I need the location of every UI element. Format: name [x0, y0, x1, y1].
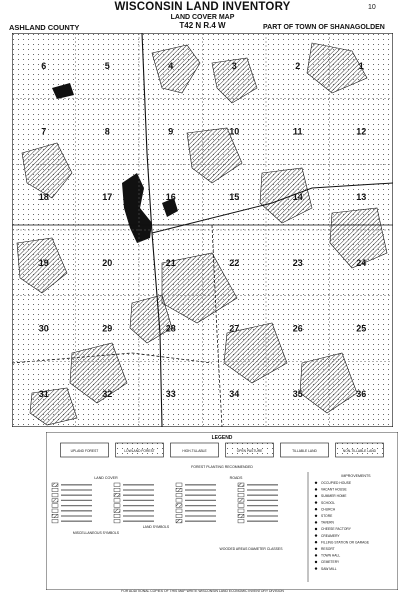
improvement-label: TAVERN — [321, 520, 334, 525]
section-number-21: 21 — [165, 257, 176, 268]
legend-top-boxes — [61, 443, 384, 457]
improvement-label: OCCUPIED HOUSE — [321, 481, 352, 485]
section-number-14: 14 — [292, 192, 303, 203]
improvement-symbol — [315, 508, 317, 510]
section-number-34: 34 — [229, 389, 240, 400]
section-number-7: 7 — [41, 126, 47, 137]
improvement-symbol — [315, 534, 317, 536]
section-number-5: 5 — [104, 60, 110, 71]
legend-box-label: OPEN PASTURE — [236, 449, 263, 453]
land-cover-swatch — [114, 493, 120, 497]
section-number-3: 3 — [231, 60, 237, 71]
county-name: ASHLAND COUNTY — [9, 23, 80, 32]
improvement-label: CHEESE FACTORY — [321, 527, 351, 532]
improvement-label: TOWN HALL — [321, 553, 341, 558]
land-cover-swatch — [238, 483, 244, 487]
legend-box-label: NON-TILLABLE LAND — [342, 449, 377, 453]
land-cover-swatch — [238, 493, 244, 497]
land-cover-header: LAND COVER — [94, 476, 118, 480]
section-number-18: 18 — [38, 192, 49, 203]
land-cover-swatch — [176, 488, 182, 492]
land-cover-swatch — [114, 488, 120, 492]
improvement-label: CHURCH — [321, 507, 336, 512]
section-number-4: 4 — [168, 60, 174, 71]
improvement-symbol — [315, 501, 317, 503]
improvement-label: FILLING STATION OR GARAGE — [321, 540, 370, 545]
land-cover-swatch — [52, 488, 58, 492]
improvement-label: SCHOOL — [321, 500, 335, 505]
land-cover-swatch — [52, 519, 58, 523]
land-cover-swatch — [114, 509, 120, 513]
land-cover-swatch — [238, 504, 244, 508]
section-number-28: 28 — [165, 323, 176, 334]
improvement-symbol — [315, 488, 317, 490]
improvement-symbol — [315, 561, 317, 563]
land-cover-swatch — [52, 504, 58, 508]
land-cover-swatch — [52, 483, 58, 487]
improvement-symbol — [315, 482, 317, 484]
section-number-20: 20 — [102, 257, 113, 268]
land-cover-swatch — [52, 514, 58, 518]
land-cover-swatch — [52, 509, 58, 513]
section-number-2: 2 — [295, 60, 301, 71]
improvement-symbol — [315, 548, 317, 550]
section-number-6: 6 — [41, 60, 47, 71]
land-cover-swatch — [238, 514, 244, 518]
improvement-symbol — [315, 541, 317, 543]
land-cover-swatch — [176, 493, 182, 497]
section-number-33: 33 — [165, 389, 176, 400]
land-cover-swatch — [114, 483, 120, 487]
improvement-label: RESORT — [321, 547, 335, 551]
section-number-29: 29 — [102, 323, 113, 334]
land-cover-symbols — [52, 483, 278, 523]
section-number-1: 1 — [358, 60, 364, 71]
map-legend — [46, 432, 398, 590]
town-name: PART OF TOWN OF SHANAGOLDEN — [263, 24, 385, 31]
improvement-label: VACANT HOUSE — [321, 487, 347, 492]
section-number-26: 26 — [292, 323, 303, 334]
section-number-35: 35 — [292, 389, 303, 400]
improvement-label: CEMETERY — [321, 560, 340, 565]
section-number-19: 19 — [38, 257, 49, 268]
legend-box-label: TILLABLE LAND — [292, 449, 317, 453]
page-number: 10 — [368, 4, 376, 11]
section-number-15: 15 — [229, 192, 240, 203]
map-subtitle: LAND COVER MAP — [170, 14, 235, 21]
land-cover-swatch — [238, 519, 244, 523]
improvement-symbol — [315, 567, 317, 569]
forest-planting-note: FOREST PLANTING RECOMMENDED — [191, 465, 253, 469]
land-cover-swatch — [176, 499, 182, 503]
legend-box-label: UPLAND FOREST — [70, 449, 99, 453]
section-number-11: 11 — [292, 126, 303, 137]
section-number-13: 13 — [356, 192, 367, 203]
legend-title: LEGEND — [211, 435, 233, 441]
land-cover-swatch — [114, 519, 120, 523]
section-number-16: 16 — [165, 192, 176, 203]
map-title: WISCONSIN LAND INVENTORY — [114, 1, 291, 13]
section-number-30: 30 — [38, 323, 49, 334]
land-cover-swatch — [176, 483, 182, 487]
land-cover-swatch — [176, 509, 182, 513]
land-cover-swatch — [238, 509, 244, 513]
section-number-27: 27 — [229, 323, 240, 334]
land-cover-swatch — [114, 499, 120, 503]
land-cover-swatch — [114, 514, 120, 518]
improvement-label: SUMMER HOME — [321, 494, 347, 499]
land-cover-swatch — [176, 519, 182, 523]
improvement-symbol — [315, 515, 317, 517]
land-cover-swatch — [176, 504, 182, 508]
wooded-areas-header: WOODED AREAS DIAMETER CLASSES — [219, 547, 283, 551]
improvement-symbol — [315, 495, 317, 497]
section-number-10: 10 — [229, 126, 240, 137]
section-number-9: 9 — [168, 126, 174, 137]
legend-box-label: HIGH-TILLABLE — [182, 449, 207, 453]
improvement-label: SAW MILL — [321, 566, 337, 571]
improvements-list — [315, 481, 370, 571]
improvement-symbol — [315, 554, 317, 556]
land-cover-swatch — [52, 499, 58, 503]
land-cover-swatch — [238, 488, 244, 492]
section-number-23: 23 — [292, 257, 303, 268]
land-cover-swatch — [238, 499, 244, 503]
land-cover-swatch — [52, 493, 58, 497]
section-number-12: 12 — [356, 126, 367, 137]
improvement-symbol — [315, 521, 317, 523]
section-number-24: 24 — [356, 257, 367, 268]
land-cover-map — [12, 33, 393, 427]
land-cover-swatch — [176, 514, 182, 518]
section-number-8: 8 — [104, 126, 110, 137]
improvement-label: STORE — [321, 514, 333, 518]
improvement-label: CREAMERY — [321, 533, 340, 538]
land-symbols-header: LAND SYMBOLS — [142, 525, 170, 529]
roads-header: ROADS — [229, 476, 243, 480]
land-cover-swatch — [114, 504, 120, 508]
footer-note: FOR ADDITIONAL COPIES OF THIS MAP WRITE WISCONSIN LAND ECONOMIC INVENTORY DIVISION — [121, 589, 284, 593]
section-number-22: 22 — [229, 257, 240, 268]
improvement-symbol — [315, 528, 317, 530]
section-number-31: 31 — [38, 389, 49, 400]
section-number-25: 25 — [356, 323, 367, 334]
section-number-17: 17 — [102, 192, 113, 203]
legend-box-label: LOWLAND FOREST — [124, 449, 155, 453]
section-number-36: 36 — [356, 389, 367, 400]
section-number-32: 32 — [102, 389, 113, 400]
township-range: T42 N R.4 W — [179, 21, 226, 30]
misc-symbols-header: MISCELLANEOUS SYMBOLS — [72, 531, 120, 535]
improvements-header: IMPROVEMENTS — [341, 474, 371, 478]
